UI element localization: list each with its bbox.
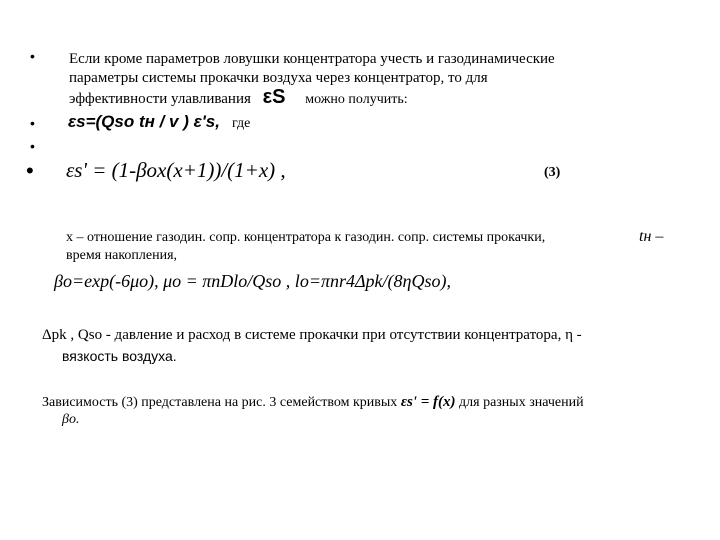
delta-p-line-1: Δpk , Qso - давление и расход в системе прокачки при отсутствии концентратора, η - bbox=[42, 327, 582, 343]
delta-p-line-2: вязкость воздуха. bbox=[62, 348, 177, 364]
formula-3: εs' = (1-βox(x+1))/(1+x) , bbox=[66, 158, 286, 182]
footer-line-1 bbox=[42, 394, 584, 411]
epsilon-s-symbol: εS bbox=[262, 86, 286, 108]
x-definition-line-2: время накопления, bbox=[66, 248, 178, 263]
bullet-1-line-3 bbox=[69, 88, 408, 109]
bullet-1-line-3-tail: можно получить: bbox=[305, 92, 408, 107]
formula-where: где bbox=[232, 116, 251, 131]
equation-number: (3) bbox=[544, 165, 561, 180]
bullet-2: • bbox=[30, 115, 35, 131]
bullet-4: • bbox=[26, 158, 34, 183]
bullet-1-line-3-text: эффективности улавливания bbox=[69, 91, 251, 107]
footer-text-b: для разных значений bbox=[459, 395, 584, 410]
x-definition-line-1: x – отношение газодин. сопр. концентратора к газодин. сопр. системы прокачки, bbox=[66, 230, 546, 245]
footer-text-a: Зависимость (3) представлена на рис. 3 семейством кривых bbox=[42, 395, 398, 410]
beta-formula: βo=exp(-6μo), μo = πnDlo/Qso , lo=πnr4Δpk/(8ηQso), bbox=[54, 271, 451, 291]
bullet-1: • bbox=[30, 48, 35, 64]
t-n-definition: tн – bbox=[639, 228, 664, 245]
footer-formula: εs' = f(x) bbox=[400, 394, 456, 410]
formula-epsilon-s: εs=(Qso tн / v ) ε's, bbox=[68, 112, 220, 131]
bullet-3: • bbox=[30, 138, 35, 154]
bullet-1-line-2: параметры системы прокачки воздуха через концентратор, то для bbox=[69, 70, 488, 86]
footer-line-2: βo. bbox=[62, 412, 80, 427]
bullet-1-line-1: Если кроме параметров ловушки концентратора учесть и газодинамические bbox=[69, 51, 555, 67]
